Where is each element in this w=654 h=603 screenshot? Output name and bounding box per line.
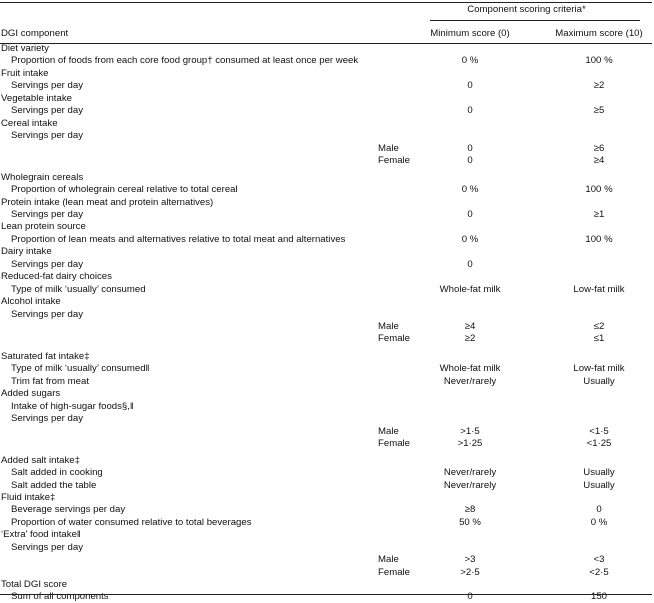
row-min-criterion: ≥2 <box>464 333 476 344</box>
row-min-criterion: Whole-fat milk <box>439 284 501 295</box>
header-sub-rule <box>430 20 640 21</box>
row-min-criterion: >1·25 <box>457 438 483 449</box>
row-sex: Female <box>378 438 410 449</box>
row-label: Servings per day <box>11 209 83 220</box>
row-label: Servings per day <box>11 413 83 424</box>
row-max-criterion: ≤1 <box>593 333 605 344</box>
row-max-criterion: ≤2 <box>593 321 605 332</box>
row-max-criterion: <1·5 <box>589 426 609 437</box>
row-label: Proportion of foods from each core food group† consumed at least once per week <box>11 55 359 66</box>
row-max-criterion: ≥6 <box>593 143 605 154</box>
row-min-criterion: 0 % <box>461 184 479 195</box>
row-max-criterion: 0 % <box>590 517 608 528</box>
row-max-criterion: Usually <box>583 376 615 387</box>
row-label: Added salt intake‡ <box>1 455 80 466</box>
row-label: Servings per day <box>11 80 83 91</box>
row-max-criterion: <2·5 <box>589 567 609 578</box>
row-min-criterion: >1·5 <box>460 426 480 437</box>
row-max-criterion: <3 <box>593 554 605 565</box>
row-label: Trim fat from meat <box>11 376 90 387</box>
row-max-criterion: Low-fat milk <box>573 284 625 295</box>
row-max-criterion: ≥4 <box>593 155 605 166</box>
row-label: Alcohol intake <box>1 296 61 307</box>
row-label: Protein intake (lean meat and protein alternatives) <box>1 197 214 208</box>
row-min-criterion: Never/rarely <box>443 480 497 491</box>
row-label: Fluid intake‡ <box>1 492 56 503</box>
row-label: Servings per day <box>11 309 83 320</box>
row-label: Sum of all components <box>11 591 109 602</box>
row-max-criterion: ≥1 <box>593 209 605 220</box>
row-label: Proportion of lean meats and alternatives relative to total meat and alternatives <box>11 234 346 245</box>
row-min-criterion: 0 <box>467 155 473 166</box>
row-max-criterion: 100 % <box>585 184 613 195</box>
row-min-criterion: Whole-fat milk <box>439 363 501 374</box>
row-label: Salt added in cooking <box>11 467 103 478</box>
row-sex: Female <box>378 567 410 578</box>
row-label: Proportion of wholegrain cereal relative to total cereal <box>11 184 238 195</box>
row-max-criterion: Usually <box>583 467 615 478</box>
row-max-criterion: Low-fat milk <box>573 363 625 374</box>
row-min-criterion: 0 <box>467 259 473 270</box>
row-min-criterion: 0 <box>467 80 473 91</box>
row-label: Servings per day <box>11 130 83 141</box>
row-min-criterion: 0 <box>467 591 473 602</box>
row-min-criterion: >3 <box>464 554 476 565</box>
row-label: Added sugars <box>1 388 61 399</box>
row-min-criterion: ≥4 <box>464 321 476 332</box>
row-max-criterion: Usually <box>583 480 615 491</box>
row-label: Total DGI score <box>1 579 68 590</box>
row-min-criterion: 0 <box>467 209 473 220</box>
row-min-criterion: >2·5 <box>460 567 480 578</box>
row-label: ‘Extra’ food intake‖ <box>1 529 81 540</box>
row-label: Servings per day <box>11 259 83 270</box>
row-label: Type of milk ‘usually’ consumed‖ <box>11 363 150 374</box>
row-sex: Female <box>378 155 410 166</box>
row-min-criterion: 0 <box>467 143 473 154</box>
row-label: Servings per day <box>11 542 83 553</box>
row-sex: Male <box>378 426 399 437</box>
header-max-score: Maximum score (10) <box>555 28 643 39</box>
row-label: Saturated fat intake‡ <box>1 351 90 362</box>
row-label: Wholegrain cereals <box>1 172 84 183</box>
header-rule <box>0 43 652 44</box>
row-label: Diet variety <box>1 43 49 54</box>
row-label: Servings per day <box>11 105 83 116</box>
row-min-criterion: Never/rarely <box>443 376 497 387</box>
row-min-criterion: 0 % <box>461 55 479 66</box>
row-label: Vegetable intake <box>1 93 72 104</box>
row-max-criterion: ≥5 <box>593 105 605 116</box>
row-max-criterion: <1·25 <box>586 438 612 449</box>
row-min-criterion: 50 % <box>459 517 481 528</box>
row-label: Beverage servings per day <box>11 504 126 515</box>
row-max-criterion: 0 <box>596 504 602 515</box>
row-label: Reduced-fat dairy choices <box>1 271 112 282</box>
row-max-criterion: 150 <box>590 591 607 602</box>
row-label: Proportion of water consumed relative to total beverages <box>11 517 252 528</box>
row-label: Intake of high-sugar foods§,‖ <box>11 401 134 412</box>
row-max-criterion: ≥2 <box>593 80 605 91</box>
row-sex: Female <box>378 333 410 344</box>
row-label: Salt added the table <box>11 480 97 491</box>
row-label: Type of milk ‘usually’ consumed <box>11 284 146 295</box>
row-min-criterion: 0 % <box>461 234 479 245</box>
row-min-criterion: ≥8 <box>464 504 476 515</box>
header-component: DGI component <box>1 28 69 39</box>
row-label: Cereal intake <box>1 118 58 129</box>
top-rule <box>0 2 652 3</box>
row-sex: Male <box>378 321 399 332</box>
header-min-score: Minimum score (0) <box>430 28 510 39</box>
row-min-criterion: Never/rarely <box>443 467 497 478</box>
row-label: Dairy intake <box>1 246 52 257</box>
header-scoring-criteria: Component scoring criteria* <box>467 4 586 15</box>
row-sex: Male <box>378 554 399 565</box>
bottom-rule <box>0 594 652 595</box>
row-max-criterion: 100 % <box>585 55 613 66</box>
row-label: Fruit intake <box>1 68 49 79</box>
row-label: Lean protein source <box>1 221 86 232</box>
row-sex: Male <box>378 143 399 154</box>
row-min-criterion: 0 <box>467 105 473 116</box>
row-max-criterion: 100 % <box>585 234 613 245</box>
